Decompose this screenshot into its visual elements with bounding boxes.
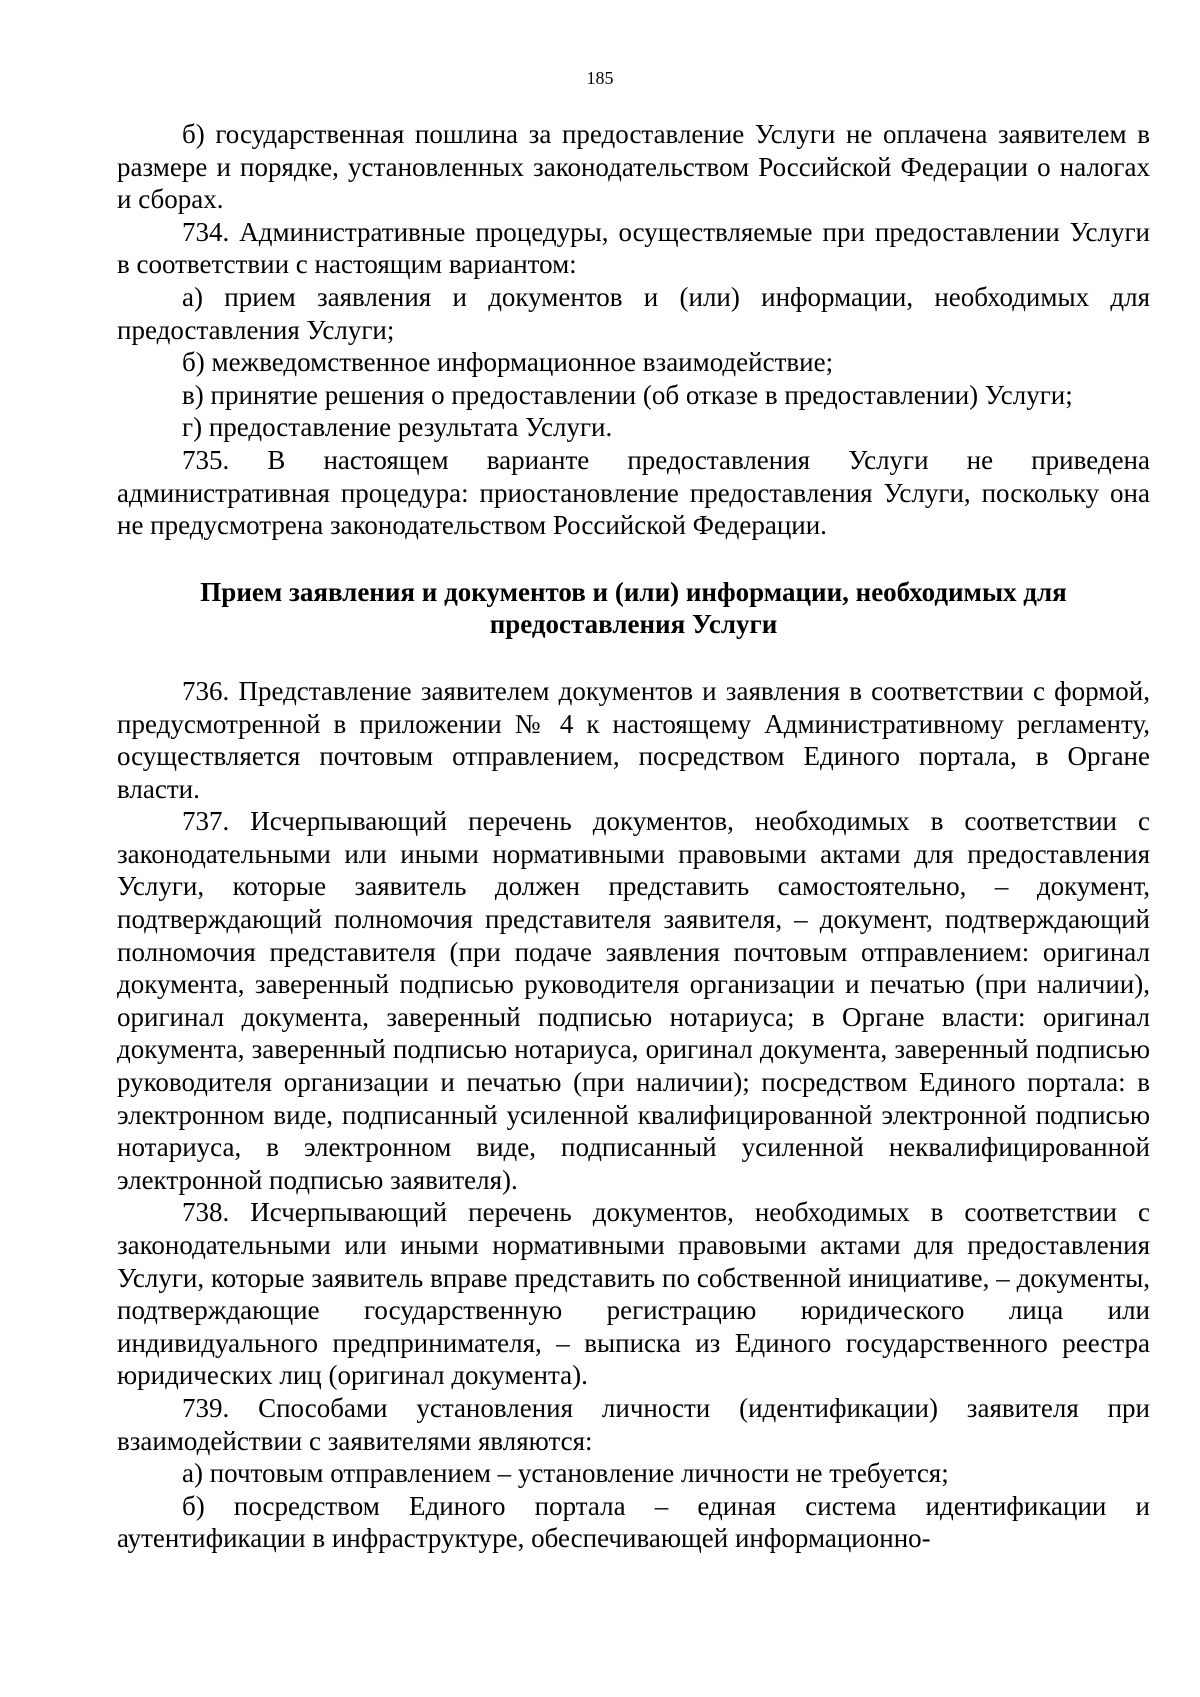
list-item-a: а) прием заявления и документов и (или) информации, необходимых для предоставления Услуги; [117, 281, 1150, 345]
list-item-739-b: б) посредством Единого портала – единая система идентификации и аутентификации в инфраструктуре, обеспечивающей информационно- [117, 1490, 1150, 1554]
paragraph-737: 737. Исчерпывающий перечень документов, необходимых в соответствии с законодательными или иными нормативными правовыми актами для предоставления Услуги, которые заявитель должен представить самостоятельно, – документ, подтверждающий полномочия представителя заявителя, – документ, подтверждающий полномочия представителя (при подаче заявления почтовым отправлением: оригинал документа, заверенный подписью руководителя организации и печатью (при наличии), оригинал документа, заверенный подписью нотариуса; в Органе власти: оригинал документа, заверенный подписью нотариуса, оригинал документа, заверенный подписью руководителя организации и печатью (при наличии); посредством Единого портала: в электронном виде, подписанный усиленной квалифицированной электронной подписью нотариуса, в электронном виде, подписанный усиленной неквалифицированной электронной подписью заявителя). [117, 806, 1150, 1195]
document-body [117, 118, 1150, 1555]
list-item-739-a: а) почтовым отправлением – установление личности не требуется; [182, 1458, 949, 1489]
page-number: 185 [586, 68, 614, 88]
paragraph-736: 736. Представление заявителем документов и заявления в соответствии с формой, предусмотренной в приложении № 4 к настоящему Административному регламенту, осуществляется почтовым отправлением, посредством Единого портала, в Органе власти. [117, 675, 1150, 804]
paragraph-738: 738. Исчерпывающий перечень документов, необходимых в соответствии с законодательными или иными нормативными правовыми актами для предоставления Услуги, которые заявитель вправе представить по собственной инициативе, – документы, подтверждающие государственную регистрацию юридического лица или индивидуального предпринимателя, – выписка из Единого государственного реестра юридических лиц (оригинал документа). [117, 1197, 1150, 1391]
paragraph-734: 734. Административные процедуры, осуществляемые при предоставлении Услуги в соответствии с настоящим вариантом: [117, 216, 1150, 280]
paragraph-735: 735. В настоящем варианте предоставления Услуги не приведена административная процедура: приостановление предоставления Услуги, поскольку она не предусмотрена законодательством Российской Федерации. [117, 444, 1150, 541]
paragraph-739: 739. Способами установления личности (идентификации) заявителя при взаимодействии с заявителями являются: [117, 1392, 1150, 1456]
list-item-g: г) предоставление результата Услуги. [182, 412, 613, 443]
list-item-b: б) межведомственное информационное взаимодействие; [182, 347, 834, 378]
section-heading: Прием заявления и документов и (или) информации, необходимых для предоставления Услуги [200, 576, 1067, 640]
list-item-v: в) принятие решения о предоставлении (об отказе в предоставлении) Услуги; [182, 379, 1073, 410]
paragraph-b-state-fee: б) государственная пошлина за предоставление Услуги не оплачена заявителем в размере и порядке, установленных законодательством Российской Федерации о налогах и сборах. [117, 119, 1150, 215]
